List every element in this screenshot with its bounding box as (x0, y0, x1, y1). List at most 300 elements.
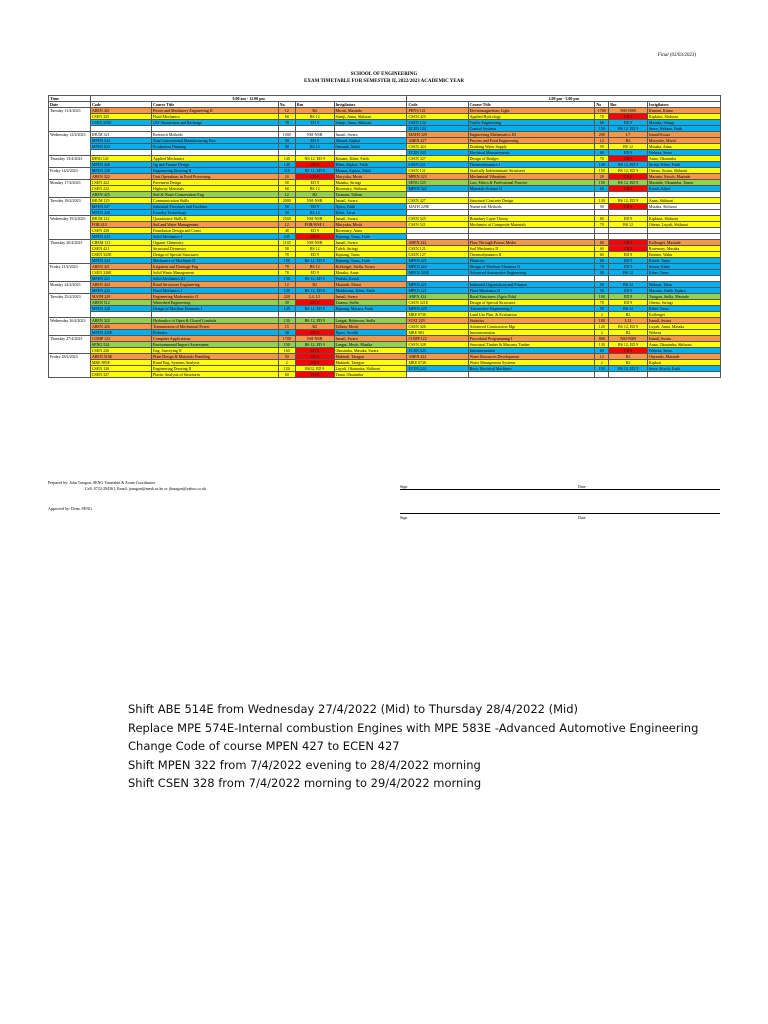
am-number: 140 (278, 162, 295, 168)
exam-date: Tuesday 25/4/2023 (49, 294, 91, 318)
am-course-title: Research Methods (152, 132, 279, 138)
am-code: SENG 524 (90, 342, 151, 348)
am-invigilators: Ismail, Swara (334, 336, 407, 342)
pm-room: BS 12 (609, 306, 648, 312)
changes-list (128, 700, 698, 793)
am-room: BS 12, ED 9 (295, 288, 334, 294)
col-invigilators-pm: Invigilators (647, 102, 720, 108)
am-invigilators: Ismail, Swara (334, 294, 407, 300)
am-course-title: Rural Structures Engineering (152, 282, 279, 288)
pm-room: BS 12, ED 9 (609, 198, 648, 204)
pm-number: 1700 (595, 108, 609, 114)
pm-course-title: Control Systems (468, 126, 595, 132)
pm-code: ECEN 425 (407, 348, 468, 354)
pm-number: 150 (595, 180, 609, 186)
pm-room: BS 12 (609, 282, 648, 288)
am-code: IHUM 122 (90, 216, 151, 222)
pm-course-title: Numerical Methods (468, 204, 595, 210)
pm-room: ED 9 (609, 216, 648, 222)
pm-invigilators: Ismail, Swara (647, 336, 720, 342)
morning-session-label: 9.00 am - 12.00 pm (90, 96, 407, 102)
pm-room: R2 (609, 312, 648, 318)
pm-invigilators: Kollongei, Masinde (647, 240, 720, 246)
am-course-title: Hydraulics of Open & Closed Conduits (152, 318, 279, 324)
pm-code: MRE 873E (407, 312, 468, 318)
pm-code: SENG 525 (407, 180, 468, 186)
am-room: ED 9 (295, 270, 334, 276)
am-number: 120 (278, 366, 295, 372)
am-invigilators: Mubindi, Taragon (334, 360, 407, 366)
am-course-title: Robotics (152, 330, 279, 336)
am-code: MPEN 426 (90, 162, 151, 168)
change-item: Shift CSEN 328 from 7/4/2022 morning to 29/4/2022 morning (128, 776, 482, 790)
am-room: R2 (295, 108, 334, 114)
exam-date: Thursday 20/4/2023 (49, 240, 91, 264)
am-number: 1700 (278, 336, 295, 342)
am-invigilators: Sirinji, Anna, Shiluoni (334, 114, 407, 120)
pm-invigilators: Kosch, Tarus (647, 258, 720, 264)
pm-invigilators: Masaka, Siringi (647, 120, 720, 126)
pm-code: MPEN 422 (407, 264, 468, 270)
pm-invigilators: Otieno, Siringi (647, 300, 720, 306)
pm-invigilators: Mucyoke, Mwiti (647, 138, 720, 144)
am-room: ED 9 (295, 252, 334, 258)
pm-number: 150 (595, 366, 609, 372)
pm-number: 150 (595, 126, 609, 132)
am-course-title: Transmission of Mechanical Power (152, 324, 279, 330)
am-room: CB 9 (295, 360, 334, 366)
pm-code: CSEN 328 (407, 342, 468, 348)
pm-code: CSEN 121 (407, 168, 468, 174)
pm-code: CSEN 127 (407, 252, 468, 258)
pm-invigilators: Sirinji, Kibet, Faith (647, 162, 720, 168)
pm-number: 12 (595, 138, 609, 144)
pm-course-title: Basic Electrical Machines (468, 366, 595, 372)
am-room: BS 12, ED 9 (295, 258, 334, 264)
am-course-title: Plant Design & Materials Handling (152, 354, 279, 360)
pm-code: CSEN 424 (407, 144, 468, 150)
prepared-by: Prepared by: John Taragon, SENG Timetable & Exam Coordinator (48, 480, 156, 485)
pm-room: NSI-NSB (609, 336, 648, 342)
pm-code: MRE 883 (407, 330, 468, 336)
am-course-title: Solid Mechanics I (152, 234, 279, 240)
am-number: 160 (278, 348, 295, 354)
am-course-title: Organic Chemistry (152, 240, 279, 246)
pm-code: MPEN 221 (407, 288, 468, 294)
exam-date: Thursday 27/4/2023 (49, 336, 91, 354)
pm-invigilators: Ememe, Waku (647, 252, 720, 258)
am-course-title: Quantitative Skills II (152, 216, 279, 222)
am-room: BS 12, ED 9 (295, 318, 334, 324)
pm-room: ED 9 (609, 300, 648, 306)
am-course-title: Environmental Impact Assessment (152, 342, 279, 348)
am-code: MPEN 128 (90, 168, 151, 174)
pm-room: CB 9 (609, 156, 648, 162)
pm-number: 68 (595, 120, 609, 126)
am-invigilators: Masara, Kipkoi, Faith (334, 168, 407, 174)
pm-course-title (468, 372, 595, 378)
pm-number: 100 (595, 318, 609, 324)
pm-room: ED 9 (609, 264, 648, 270)
change-item: Shift MPEN 322 from 7/4/2022 evening to 28/4/2022 morning (128, 757, 481, 772)
timetable-title: EXAM TIMETABLE FOR SEMESTER II, 2022/2023 ACADEMIC YEAR (304, 79, 464, 84)
am-number: 12 (278, 108, 295, 114)
col-room: Rm (295, 102, 334, 108)
am-course-title: GW Abstraction and Recharge (152, 120, 279, 126)
pm-course-title: Mechanical Vibrations (468, 174, 595, 180)
pm-code: MRE 872E (407, 360, 468, 366)
pm-code: CSEN 521 (407, 222, 468, 228)
pm-number: 60 (595, 240, 609, 246)
am-course-title: Rural Eng. Systems Analysis (152, 360, 279, 366)
am-number: 2 (278, 360, 295, 366)
am-room: CB 9 (295, 372, 334, 378)
am-room: BS 12 (295, 210, 334, 216)
am-course-title: Highway Materials (152, 186, 279, 192)
am-number: 50 (278, 354, 295, 360)
pm-code: CSEN 122 (407, 120, 468, 126)
am-course-title: Industrial Processes and Facilities (152, 204, 279, 210)
pm-number: 68 (595, 150, 609, 156)
am-code: CSEN 222 (90, 186, 151, 192)
pm-course-title: Water Management Systems (468, 360, 595, 366)
am-course-title: Foundation Design and Const (152, 228, 279, 234)
am-number: 150 (278, 342, 295, 348)
am-number: 1000 (278, 132, 295, 138)
am-invigilators: Kipsang, Tarus, Faith (334, 234, 407, 240)
col-number: No. (278, 102, 295, 108)
am-course-title: Computer Applications (152, 336, 279, 342)
pm-course-title: Instrumentation (468, 330, 595, 336)
am-course-title: Engineering Mathematics II (152, 294, 279, 300)
pm-invigilators: Mutaka, Shiluoni (647, 204, 720, 210)
am-number: 130 (278, 318, 295, 324)
am-course-title: Unit Operations in Food Processing (152, 174, 279, 180)
am-course-title: Pavement Design (152, 180, 279, 186)
pm-room: BS 12, ED 9 (609, 180, 648, 186)
pm-room: ED 9 (609, 258, 648, 264)
pm-number: 800 (595, 336, 609, 342)
am-room: CB 9 (295, 354, 334, 360)
pm-invigilators: Onyando, Masinde (647, 354, 720, 360)
pm-room: CB 9 (609, 348, 648, 354)
am-invigilators: Okusimba, Masaka, Swara (334, 348, 407, 354)
pm-invigilators: Wekesa (647, 330, 720, 336)
am-course-title: Fluid Mechanics (152, 114, 279, 120)
sign-label-1: Sign (400, 484, 408, 489)
am-invigilators: Masaka, Siringi (334, 180, 407, 186)
col-code-pm: Code (407, 102, 468, 108)
pm-number: 58 (595, 282, 609, 288)
am-invigilators: Omondi, Ndirii (334, 144, 407, 150)
pm-code: ABEN 422 (407, 354, 468, 360)
am-code: ABEN 421 (90, 108, 151, 114)
pm-room: ED 9 (609, 150, 648, 156)
pm-course-title: Engineering Mathematics III (468, 132, 595, 138)
pm-course-title: Statistics (468, 318, 595, 324)
approved-by: Approved by: Dean, SENG (48, 506, 92, 511)
pm-code: PHYS 121 (407, 108, 468, 114)
am-number: 12 (278, 192, 295, 198)
am-room: BS 12 (295, 264, 334, 270)
sign-label-2: Sign (400, 515, 408, 520)
am-course-title: Engineering Drawing II (152, 168, 279, 174)
am-invigilators: Rosemary, Shiluoni (334, 186, 407, 192)
am-course-title: Solid Mechanics III (152, 276, 279, 282)
am-number: 58 (278, 180, 295, 186)
pm-room: BS 12 (609, 144, 648, 150)
am-invigilators: Tuleli, Siringi (334, 246, 407, 252)
pm-number: 90 (595, 204, 609, 210)
am-number: 30 (278, 300, 295, 306)
am-invigilators: Mucyoka, Mwiti (334, 174, 407, 180)
am-invigilators: Kipsang, Tarus, Faith (334, 258, 407, 264)
am-course-title: Soil and Water Management (152, 222, 279, 228)
am-room: CB 9 (295, 234, 334, 240)
am-invigilators: Ismail, Swara (334, 132, 407, 138)
pm-code: CSEN 121 (407, 246, 468, 252)
pm-course-title: Design of Machine Elements II (468, 264, 595, 270)
am-room: BS 12 (295, 114, 334, 120)
exam-date: Monday 17/4/2023 (49, 180, 91, 198)
pm-code (407, 372, 468, 378)
am-course-title: Power and Machinery Engineering II (152, 108, 279, 114)
am-invigilators: Ahmed, Kipkoi (334, 138, 407, 144)
date-label: Date (49, 102, 91, 108)
pm-room: CB 9 (609, 114, 648, 120)
col-invigilators: Invigilators (334, 102, 407, 108)
am-course-title: Structural Dynamics (152, 246, 279, 252)
am-code: ABEN 426 (90, 324, 151, 330)
exam-date: Monday 24/4/2023 (49, 282, 91, 294)
pm-invigilators: Otieno, Luyali, Shiluoni (647, 222, 720, 228)
am-room: L4, L5 (295, 294, 334, 300)
am-room: ED 9 (295, 228, 334, 234)
pm-course-title: Design of Special Structures (468, 300, 595, 306)
am-invigilators: Njoro, Faith (334, 204, 407, 210)
am-room: NS 12, ED 9 (295, 156, 334, 162)
pm-number: 130 (595, 198, 609, 204)
pm-invigilators: Anna, Okusimba (647, 156, 720, 162)
pm-number: 120 (595, 324, 609, 330)
change-item: Shift ABE 514E from Wednesday 27/4/2022 (Mid) to Thursday 28/4/2022 (Mid) (128, 702, 579, 716)
pm-number: 150 (595, 168, 609, 174)
am-course-title: Non-Conventional Manufacturing Proc (152, 138, 279, 144)
pm-invigilators: Kimani, Kiimo (647, 108, 720, 114)
pm-invigilators: Luyali, Anna, Masaka (647, 324, 720, 330)
am-code: CHEM 121 (90, 240, 151, 246)
am-invigilators: Mwaii, Masinde (334, 108, 407, 114)
pm-number: 58 (595, 288, 609, 294)
pm-course-title: Advanced Construction Mgt (468, 324, 595, 330)
pm-number: 2 (595, 360, 609, 366)
exam-date: Wednesday 12/4/2023 (49, 132, 91, 156)
am-number: 2500 (278, 216, 295, 222)
am-invigilators: Mokbwana, Kibet, Faith (334, 288, 407, 294)
am-invigilators: Tarasatu, Tallam (334, 192, 407, 198)
am-code: MPEN 328 (90, 306, 151, 312)
am-room: CB 9 (295, 300, 334, 306)
am-room: BS 12, ED 9 (295, 168, 334, 174)
pm-room (609, 372, 648, 378)
pm-code: CSEN 321E (407, 300, 468, 306)
am-number: 220 (278, 294, 295, 300)
pm-course-title: Mechanics of Composite Materials (468, 222, 595, 228)
pm-invigilators: Sewe, Wekesa, Faith (647, 126, 720, 132)
pm-code: MPEN 421 (407, 258, 468, 264)
am-room: CB 9 (295, 162, 334, 168)
pm-code: MPEN 323 (407, 174, 468, 180)
pm-invigilators: Kollongei (647, 312, 720, 318)
pm-room: BS 12, ED 9 (609, 366, 648, 372)
pm-invigilators: Ismail/Swara (647, 132, 720, 138)
pm-course-title: Thermodynamics I (468, 162, 595, 168)
pm-invigilators: Otieno, Swara, Shiluoni (647, 168, 720, 174)
am-code: CSEN 126 (90, 366, 151, 372)
pm-invigilators (647, 372, 720, 378)
am-room: BS 12 (295, 186, 334, 192)
col-code: Code (90, 102, 151, 108)
exam-date: Tuesday 18/4/2023 (49, 198, 91, 216)
am-invigilators: Wafula, Kosch (334, 276, 407, 282)
am-code: MPEN 224 (90, 258, 151, 264)
am-code: MPEN 623 (90, 144, 151, 150)
am-course-title: Foundry Technology (152, 210, 279, 216)
am-course-title: Design of Special Structures (152, 252, 279, 258)
am-room: CB 9 (295, 174, 334, 180)
am-room: NSI-NSB (295, 216, 334, 222)
pm-course-title: Structural Timber & Masonry Timber (468, 342, 595, 348)
pm-course-title: Water Resources Development (468, 354, 595, 360)
pm-number: 12 (595, 354, 609, 360)
am-invigilators: Mubindi, Taragon (334, 354, 407, 360)
am-invigilators: Mucyoka, Mwiti (334, 222, 407, 228)
pm-number (595, 372, 609, 378)
change-item: Replace MPE 574E-Internal combustion Engines with MPE 583E -Advanced Automotive Engineering (128, 720, 699, 735)
col-room-pm: Rm (609, 102, 648, 108)
pm-number: 130 (595, 342, 609, 348)
am-number: 78 (278, 270, 295, 276)
exam-date: Wednesday 26/4/2023 (49, 318, 91, 336)
pm-number: 59 (595, 144, 609, 150)
pm-room: CB 9 (609, 186, 648, 192)
am-code: MPEN 223 (90, 234, 151, 240)
pm-invigilators: Kosch, Kibet (647, 186, 720, 192)
am-room: CB 9 (295, 330, 334, 336)
am-code: CSEN 327 (90, 372, 151, 378)
exam-date: Friday 21/4/2023 (49, 264, 91, 282)
pm-number: 60 (595, 258, 609, 264)
pm-number: 100 (595, 294, 609, 300)
am-code: CSEN 226 (90, 348, 151, 354)
am-invigilators: Njoro, Swalih (334, 330, 407, 336)
am-invigilators: Kipsang, Tarus (334, 252, 407, 258)
change-item: Change Code of course MPEN 427 to ECEN 427 (128, 739, 400, 753)
am-number: 2000 (278, 198, 295, 204)
am-number: 12 (278, 282, 295, 288)
pm-course-title: Industrial Organisation and Finance (468, 282, 595, 288)
am-room: BS12, ED 9 (295, 366, 334, 372)
sign-line-2 (400, 513, 520, 514)
pm-code: ABEN 427 (407, 138, 468, 144)
am-number: 130 (278, 276, 295, 282)
pm-course-title: Fluid Mechanics II (468, 288, 595, 294)
date-line-2 (520, 513, 720, 514)
pm-number: 60 (595, 348, 609, 354)
am-number: 12 (278, 222, 295, 228)
pm-code: MATH 229E (407, 204, 468, 210)
pm-invigilators: Sewe, Kosch, Faith (647, 366, 720, 372)
pm-number: 2 (595, 330, 609, 336)
am-invigilators: Kimani, Kibet, Faith (334, 156, 407, 162)
pm-room: BS 12, ED 9 (609, 342, 648, 348)
pm-code: STAT 229 (407, 318, 468, 324)
final-version-label: Final (03/03/2023) (657, 53, 696, 58)
pm-invigilators: Macario, Kosch, Masinde (647, 174, 720, 180)
am-course-title: Mechanics of Machines II (152, 258, 279, 264)
am-invigilators: Langat, Mwiti, Masika (334, 342, 407, 348)
am-room: BS 12, ED 9 (295, 342, 334, 348)
am-code: ABEN 421 (90, 264, 151, 270)
am-code: MPEN 325E (90, 330, 151, 336)
pm-invigilators: Masinde, Okusimba, Tamar (647, 180, 720, 186)
am-number: 60 (278, 372, 295, 378)
pm-code: ABEN 222 (407, 240, 468, 246)
pm-course-title: Applied Hydrology (468, 114, 595, 120)
pm-room: L12 (609, 318, 648, 324)
pm-code: MPEN 322 (407, 186, 468, 192)
exam-date: Tuesday 11/4/2023 (49, 108, 91, 132)
am-invigilators: Masinde, Mutai (334, 282, 407, 288)
am-room: R2 (295, 282, 334, 288)
pm-code: MATH 329 (407, 132, 468, 138)
am-number: 80 (278, 144, 295, 150)
am-number: 145 (278, 306, 295, 312)
am-code: CSEN 325 (90, 114, 151, 120)
exam-date: Wednesday 19/4/2023 (49, 216, 91, 240)
pm-course-title: Procedural Programming I (468, 336, 595, 342)
pm-invigilators: Kibet, Tarus (647, 270, 720, 276)
am-code: ABEN 322 (90, 318, 151, 324)
exam-date: Friday 28/4/2023 (49, 354, 91, 378)
am-room: R2 (295, 192, 334, 198)
am-room: NSI-NSB (295, 240, 334, 246)
exam-date: Thursday 13/4/2023 (49, 156, 91, 168)
pm-invigilators: Taragon, Stella, Masinde (647, 294, 720, 300)
pm-room: R2 (609, 360, 648, 366)
am-code: CSEN 428 (90, 228, 151, 234)
date-label-1: Date (578, 484, 586, 489)
date-line-1 (520, 489, 720, 490)
pm-code: MPEN 421 (407, 282, 468, 288)
am-invigilators: Luyali, Okusimba, Shiluoni (334, 366, 407, 372)
am-number: 78 (278, 264, 295, 270)
time-label: Time (49, 96, 91, 102)
pm-room: R2 (609, 354, 648, 360)
pm-room: R2 (609, 138, 648, 144)
am-code: MPEN 527 (90, 204, 151, 210)
am-code: ABEN 516E (90, 354, 151, 360)
am-number: 50 (278, 204, 295, 210)
am-number: 78 (278, 252, 295, 258)
pm-room: BS 12, ED 9 (609, 162, 648, 168)
am-invigilators: Sirinji, Anna, Shiluoni (334, 120, 407, 126)
am-code: MPEN 322 (90, 138, 151, 144)
am-number: 78 (278, 120, 295, 126)
pm-invigilators: Kipkoti (647, 360, 720, 366)
am-code: FOR 410 (90, 222, 151, 228)
pm-number: 68 (595, 186, 609, 192)
